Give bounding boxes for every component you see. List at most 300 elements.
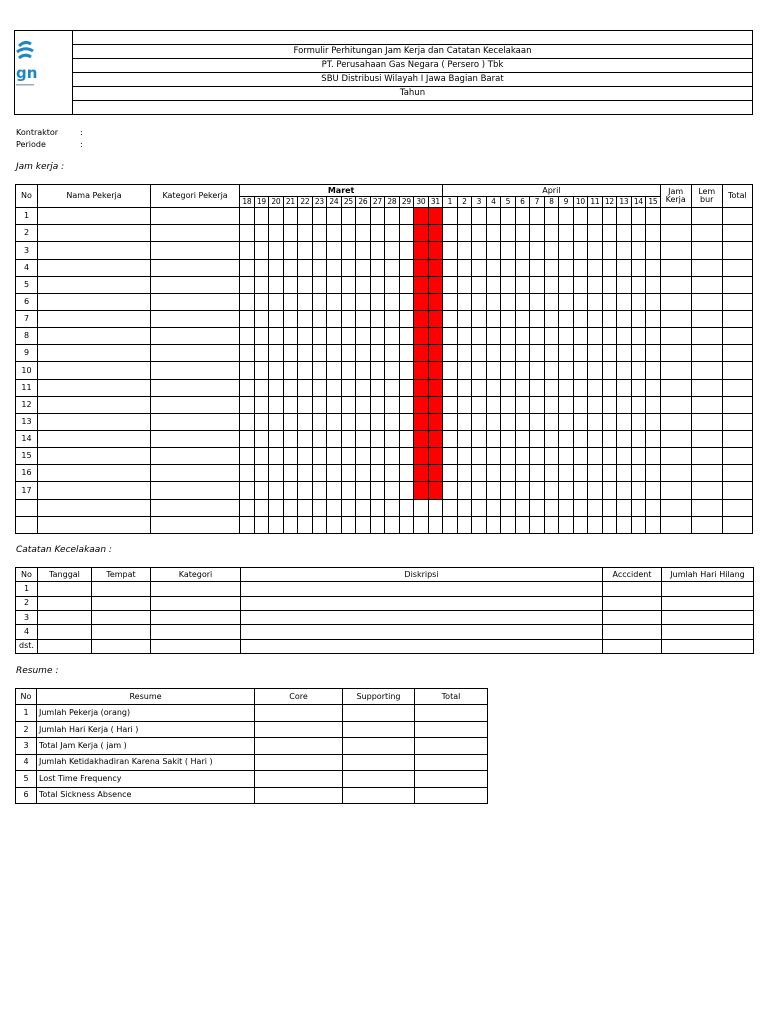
- day-cell[interactable]: [312, 276, 327, 293]
- day-cell[interactable]: [544, 311, 559, 328]
- day-cell[interactable]: [428, 396, 443, 413]
- day-cell[interactable]: [646, 413, 661, 430]
- kategori-cell[interactable]: [151, 379, 240, 396]
- day-cell[interactable]: [573, 431, 588, 448]
- input-cell[interactable]: [92, 596, 151, 610]
- day-cell[interactable]: [254, 311, 269, 328]
- total-cell[interactable]: [722, 362, 752, 379]
- day-cell[interactable]: [602, 465, 617, 482]
- day-cell[interactable]: [457, 328, 472, 345]
- day-cell[interactable]: [370, 276, 385, 293]
- day-cell[interactable]: [341, 311, 356, 328]
- nama-cell[interactable]: [38, 431, 151, 448]
- day-cell[interactable]: [602, 276, 617, 293]
- jam-kerja-cell[interactable]: [660, 259, 691, 276]
- day-cell[interactable]: [602, 448, 617, 465]
- day-cell[interactable]: [399, 208, 414, 225]
- input-cell[interactable]: [415, 705, 488, 721]
- total-cell[interactable]: [722, 431, 752, 448]
- lembur-cell[interactable]: [691, 516, 722, 533]
- day-cell[interactable]: [443, 396, 458, 413]
- day-cell[interactable]: [472, 396, 487, 413]
- day-cell[interactable]: [646, 345, 661, 362]
- day-cell[interactable]: [501, 499, 516, 516]
- day-cell[interactable]: [472, 242, 487, 259]
- day-cell[interactable]: [385, 362, 400, 379]
- day-cell[interactable]: [414, 362, 429, 379]
- day-cell[interactable]: [617, 242, 632, 259]
- day-cell[interactable]: [573, 465, 588, 482]
- day-cell[interactable]: [443, 345, 458, 362]
- input-cell[interactable]: [92, 610, 151, 624]
- day-cell[interactable]: [457, 362, 472, 379]
- total-cell[interactable]: [722, 379, 752, 396]
- total-cell[interactable]: [722, 345, 752, 362]
- day-cell[interactable]: [588, 225, 603, 242]
- day-cell[interactable]: [544, 328, 559, 345]
- day-cell[interactable]: [631, 431, 646, 448]
- day-cell[interactable]: [312, 311, 327, 328]
- nama-cell[interactable]: [38, 499, 151, 516]
- day-cell[interactable]: [298, 328, 313, 345]
- day-cell[interactable]: [269, 242, 284, 259]
- day-cell[interactable]: [646, 328, 661, 345]
- day-cell[interactable]: [544, 276, 559, 293]
- day-cell[interactable]: [254, 379, 269, 396]
- day-cell[interactable]: [472, 225, 487, 242]
- day-cell[interactable]: [501, 259, 516, 276]
- day-cell[interactable]: [385, 499, 400, 516]
- nama-cell[interactable]: [38, 225, 151, 242]
- day-cell[interactable]: [472, 516, 487, 533]
- day-cell[interactable]: [341, 328, 356, 345]
- day-cell[interactable]: [269, 379, 284, 396]
- day-cell[interactable]: [269, 276, 284, 293]
- day-cell[interactable]: [414, 311, 429, 328]
- day-cell[interactable]: [269, 499, 284, 516]
- day-cell[interactable]: [573, 482, 588, 499]
- day-cell[interactable]: [370, 208, 385, 225]
- day-cell[interactable]: [559, 259, 574, 276]
- day-cell[interactable]: [602, 208, 617, 225]
- day-cell[interactable]: [443, 311, 458, 328]
- day-cell[interactable]: [443, 413, 458, 430]
- kategori-cell[interactable]: [151, 293, 240, 310]
- day-cell[interactable]: [559, 362, 574, 379]
- day-cell[interactable]: [269, 431, 284, 448]
- day-cell[interactable]: [428, 448, 443, 465]
- day-cell[interactable]: [269, 225, 284, 242]
- day-cell[interactable]: [486, 431, 501, 448]
- day-cell[interactable]: [341, 465, 356, 482]
- day-cell[interactable]: [240, 448, 255, 465]
- day-cell[interactable]: [617, 293, 632, 310]
- day-cell[interactable]: [414, 242, 429, 259]
- day-cell[interactable]: [327, 431, 342, 448]
- day-cell[interactable]: [559, 276, 574, 293]
- day-cell[interactable]: [414, 259, 429, 276]
- day-cell[interactable]: [646, 293, 661, 310]
- day-cell[interactable]: [370, 379, 385, 396]
- day-cell[interactable]: [530, 362, 545, 379]
- day-cell[interactable]: [617, 465, 632, 482]
- day-cell[interactable]: [646, 259, 661, 276]
- day-cell[interactable]: [312, 293, 327, 310]
- nama-cell[interactable]: [38, 413, 151, 430]
- day-cell[interactable]: [356, 379, 371, 396]
- total-cell[interactable]: [722, 208, 752, 225]
- day-cell[interactable]: [370, 328, 385, 345]
- input-cell[interactable]: [603, 639, 662, 653]
- input-cell[interactable]: [343, 721, 415, 737]
- jam-kerja-cell[interactable]: [660, 225, 691, 242]
- total-cell[interactable]: [722, 293, 752, 310]
- day-cell[interactable]: [573, 208, 588, 225]
- day-cell[interactable]: [573, 362, 588, 379]
- day-cell[interactable]: [472, 345, 487, 362]
- day-cell[interactable]: [240, 482, 255, 499]
- day-cell[interactable]: [443, 293, 458, 310]
- day-cell[interactable]: [269, 311, 284, 328]
- day-cell[interactable]: [385, 345, 400, 362]
- day-cell[interactable]: [602, 396, 617, 413]
- day-cell[interactable]: [312, 345, 327, 362]
- kategori-cell[interactable]: [151, 465, 240, 482]
- day-cell[interactable]: [573, 516, 588, 533]
- day-cell[interactable]: [414, 208, 429, 225]
- day-cell[interactable]: [530, 396, 545, 413]
- day-cell[interactable]: [283, 328, 298, 345]
- day-cell[interactable]: [298, 311, 313, 328]
- day-cell[interactable]: [428, 516, 443, 533]
- day-cell[interactable]: [602, 482, 617, 499]
- day-cell[interactable]: [631, 328, 646, 345]
- day-cell[interactable]: [501, 482, 516, 499]
- day-cell[interactable]: [631, 413, 646, 430]
- day-cell[interactable]: [617, 482, 632, 499]
- day-cell[interactable]: [602, 242, 617, 259]
- day-cell[interactable]: [370, 516, 385, 533]
- day-cell[interactable]: [602, 379, 617, 396]
- day-cell[interactable]: [515, 276, 530, 293]
- day-cell[interactable]: [269, 516, 284, 533]
- day-cell[interactable]: [486, 499, 501, 516]
- day-cell[interactable]: [617, 396, 632, 413]
- input-cell[interactable]: [662, 596, 754, 610]
- day-cell[interactable]: [472, 311, 487, 328]
- input-cell[interactable]: [38, 610, 92, 624]
- day-cell[interactable]: [254, 516, 269, 533]
- day-cell[interactable]: [472, 293, 487, 310]
- day-cell[interactable]: [283, 448, 298, 465]
- day-cell[interactable]: [486, 482, 501, 499]
- day-cell[interactable]: [341, 225, 356, 242]
- day-cell[interactable]: [472, 465, 487, 482]
- day-cell[interactable]: [559, 242, 574, 259]
- day-cell[interactable]: [457, 259, 472, 276]
- day-cell[interactable]: [298, 208, 313, 225]
- day-cell[interactable]: [515, 293, 530, 310]
- day-cell[interactable]: [646, 208, 661, 225]
- day-cell[interactable]: [298, 516, 313, 533]
- day-cell[interactable]: [254, 225, 269, 242]
- day-cell[interactable]: [414, 293, 429, 310]
- day-cell[interactable]: [530, 276, 545, 293]
- day-cell[interactable]: [631, 499, 646, 516]
- day-cell[interactable]: [312, 413, 327, 430]
- day-cell[interactable]: [588, 293, 603, 310]
- kategori-cell[interactable]: [151, 413, 240, 430]
- day-cell[interactable]: [530, 448, 545, 465]
- day-cell[interactable]: [385, 448, 400, 465]
- day-cell[interactable]: [515, 465, 530, 482]
- lembur-cell[interactable]: [691, 293, 722, 310]
- total-cell[interactable]: [722, 276, 752, 293]
- day-cell[interactable]: [457, 311, 472, 328]
- day-cell[interactable]: [646, 465, 661, 482]
- day-cell[interactable]: [602, 499, 617, 516]
- day-cell[interactable]: [414, 413, 429, 430]
- day-cell[interactable]: [269, 293, 284, 310]
- day-cell[interactable]: [399, 293, 414, 310]
- lembur-cell[interactable]: [691, 448, 722, 465]
- day-cell[interactable]: [617, 413, 632, 430]
- day-cell[interactable]: [443, 259, 458, 276]
- input-cell[interactable]: [343, 738, 415, 754]
- jam-kerja-cell[interactable]: [660, 499, 691, 516]
- input-cell[interactable]: [151, 610, 241, 624]
- input-cell[interactable]: [151, 639, 241, 653]
- day-cell[interactable]: [385, 242, 400, 259]
- day-cell[interactable]: [457, 225, 472, 242]
- day-cell[interactable]: [631, 208, 646, 225]
- day-cell[interactable]: [356, 499, 371, 516]
- day-cell[interactable]: [631, 465, 646, 482]
- day-cell[interactable]: [501, 345, 516, 362]
- day-cell[interactable]: [269, 208, 284, 225]
- day-cell[interactable]: [631, 293, 646, 310]
- day-cell[interactable]: [428, 431, 443, 448]
- day-cell[interactable]: [457, 293, 472, 310]
- day-cell[interactable]: [254, 276, 269, 293]
- day-cell[interactable]: [457, 465, 472, 482]
- lembur-cell[interactable]: [691, 379, 722, 396]
- kategori-cell[interactable]: [151, 276, 240, 293]
- day-cell[interactable]: [486, 311, 501, 328]
- kategori-cell[interactable]: [151, 499, 240, 516]
- day-cell[interactable]: [414, 328, 429, 345]
- day-cell[interactable]: [457, 499, 472, 516]
- day-cell[interactable]: [240, 208, 255, 225]
- day-cell[interactable]: [254, 328, 269, 345]
- day-cell[interactable]: [428, 242, 443, 259]
- day-cell[interactable]: [588, 328, 603, 345]
- day-cell[interactable]: [573, 225, 588, 242]
- day-cell[interactable]: [269, 362, 284, 379]
- day-cell[interactable]: [341, 413, 356, 430]
- day-cell[interactable]: [283, 276, 298, 293]
- day-cell[interactable]: [486, 465, 501, 482]
- day-cell[interactable]: [399, 242, 414, 259]
- day-cell[interactable]: [327, 396, 342, 413]
- day-cell[interactable]: [559, 516, 574, 533]
- day-cell[interactable]: [588, 431, 603, 448]
- total-cell[interactable]: [722, 396, 752, 413]
- day-cell[interactable]: [443, 276, 458, 293]
- kategori-cell[interactable]: [151, 482, 240, 499]
- day-cell[interactable]: [559, 311, 574, 328]
- day-cell[interactable]: [472, 499, 487, 516]
- day-cell[interactable]: [602, 311, 617, 328]
- day-cell[interactable]: [399, 516, 414, 533]
- day-cell[interactable]: [573, 276, 588, 293]
- day-cell[interactable]: [356, 293, 371, 310]
- day-cell[interactable]: [486, 276, 501, 293]
- day-cell[interactable]: [254, 396, 269, 413]
- day-cell[interactable]: [515, 379, 530, 396]
- day-cell[interactable]: [515, 396, 530, 413]
- day-cell[interactable]: [327, 311, 342, 328]
- day-cell[interactable]: [341, 482, 356, 499]
- jam-kerja-cell[interactable]: [660, 431, 691, 448]
- lembur-cell[interactable]: [691, 362, 722, 379]
- day-cell[interactable]: [385, 259, 400, 276]
- day-cell[interactable]: [631, 516, 646, 533]
- day-cell[interactable]: [602, 328, 617, 345]
- jam-kerja-cell[interactable]: [660, 465, 691, 482]
- day-cell[interactable]: [501, 225, 516, 242]
- day-cell[interactable]: [631, 396, 646, 413]
- day-cell[interactable]: [312, 379, 327, 396]
- day-cell[interactable]: [414, 379, 429, 396]
- day-cell[interactable]: [515, 362, 530, 379]
- day-cell[interactable]: [370, 345, 385, 362]
- day-cell[interactable]: [530, 208, 545, 225]
- day-cell[interactable]: [486, 225, 501, 242]
- day-cell[interactable]: [370, 413, 385, 430]
- day-cell[interactable]: [240, 465, 255, 482]
- day-cell[interactable]: [254, 413, 269, 430]
- day-cell[interactable]: [646, 448, 661, 465]
- day-cell[interactable]: [370, 482, 385, 499]
- day-cell[interactable]: [283, 465, 298, 482]
- day-cell[interactable]: [515, 208, 530, 225]
- kategori-cell[interactable]: [151, 311, 240, 328]
- day-cell[interactable]: [457, 379, 472, 396]
- day-cell[interactable]: [399, 499, 414, 516]
- day-cell[interactable]: [283, 293, 298, 310]
- day-cell[interactable]: [356, 311, 371, 328]
- day-cell[interactable]: [356, 225, 371, 242]
- day-cell[interactable]: [341, 208, 356, 225]
- day-cell[interactable]: [399, 396, 414, 413]
- day-cell[interactable]: [341, 396, 356, 413]
- lembur-cell[interactable]: [691, 328, 722, 345]
- day-cell[interactable]: [283, 482, 298, 499]
- day-cell[interactable]: [414, 482, 429, 499]
- day-cell[interactable]: [573, 379, 588, 396]
- day-cell[interactable]: [530, 499, 545, 516]
- day-cell[interactable]: [472, 448, 487, 465]
- day-cell[interactable]: [414, 396, 429, 413]
- input-cell[interactable]: [255, 771, 343, 787]
- day-cell[interactable]: [617, 362, 632, 379]
- day-cell[interactable]: [573, 448, 588, 465]
- day-cell[interactable]: [646, 379, 661, 396]
- kategori-cell[interactable]: [151, 225, 240, 242]
- day-cell[interactable]: [588, 465, 603, 482]
- lembur-cell[interactable]: [691, 413, 722, 430]
- day-cell[interactable]: [486, 328, 501, 345]
- input-cell[interactable]: [255, 705, 343, 721]
- input-cell[interactable]: [662, 625, 754, 639]
- lembur-cell[interactable]: [691, 259, 722, 276]
- day-cell[interactable]: [443, 482, 458, 499]
- day-cell[interactable]: [269, 328, 284, 345]
- day-cell[interactable]: [428, 328, 443, 345]
- day-cell[interactable]: [617, 276, 632, 293]
- day-cell[interactable]: [602, 225, 617, 242]
- kategori-cell[interactable]: [151, 328, 240, 345]
- day-cell[interactable]: [356, 345, 371, 362]
- day-cell[interactable]: [646, 276, 661, 293]
- day-cell[interactable]: [327, 413, 342, 430]
- jam-kerja-cell[interactable]: [660, 276, 691, 293]
- day-cell[interactable]: [530, 379, 545, 396]
- day-cell[interactable]: [457, 208, 472, 225]
- day-cell[interactable]: [283, 242, 298, 259]
- input-cell[interactable]: [255, 754, 343, 770]
- day-cell[interactable]: [298, 448, 313, 465]
- day-cell[interactable]: [486, 293, 501, 310]
- day-cell[interactable]: [327, 225, 342, 242]
- day-cell[interactable]: [573, 311, 588, 328]
- day-cell[interactable]: [240, 259, 255, 276]
- day-cell[interactable]: [356, 465, 371, 482]
- day-cell[interactable]: [602, 413, 617, 430]
- day-cell[interactable]: [399, 328, 414, 345]
- day-cell[interactable]: [486, 259, 501, 276]
- total-cell[interactable]: [722, 225, 752, 242]
- day-cell[interactable]: [573, 259, 588, 276]
- day-cell[interactable]: [370, 293, 385, 310]
- day-cell[interactable]: [515, 413, 530, 430]
- input-cell[interactable]: [151, 625, 241, 639]
- day-cell[interactable]: [544, 413, 559, 430]
- kategori-cell[interactable]: [151, 362, 240, 379]
- day-cell[interactable]: [327, 328, 342, 345]
- day-cell[interactable]: [283, 499, 298, 516]
- total-cell[interactable]: [722, 448, 752, 465]
- jam-kerja-cell[interactable]: [660, 482, 691, 499]
- nama-cell[interactable]: [38, 259, 151, 276]
- day-cell[interactable]: [443, 516, 458, 533]
- input-cell[interactable]: [92, 639, 151, 653]
- day-cell[interactable]: [515, 225, 530, 242]
- nama-cell[interactable]: [38, 276, 151, 293]
- lembur-cell[interactable]: [691, 311, 722, 328]
- lembur-cell[interactable]: [691, 396, 722, 413]
- nama-cell[interactable]: [38, 311, 151, 328]
- lembur-cell[interactable]: [691, 499, 722, 516]
- day-cell[interactable]: [631, 225, 646, 242]
- nama-cell[interactable]: [38, 208, 151, 225]
- lembur-cell[interactable]: [691, 482, 722, 499]
- input-cell[interactable]: [255, 787, 343, 803]
- lembur-cell[interactable]: [691, 345, 722, 362]
- jam-kerja-cell[interactable]: [660, 293, 691, 310]
- day-cell[interactable]: [428, 379, 443, 396]
